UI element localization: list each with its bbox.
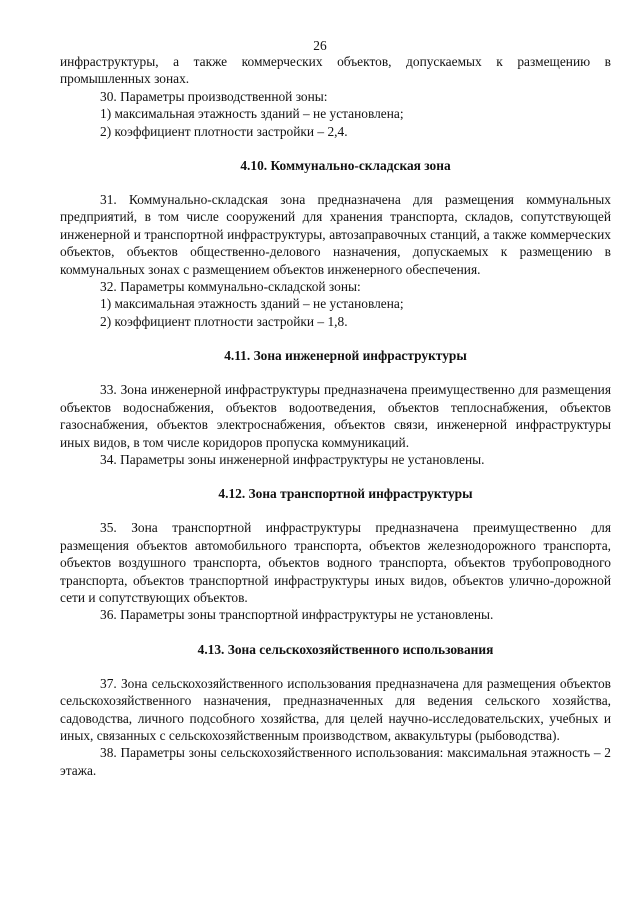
paragraph-34: 34. Параметры зоны инженерной инфраструктуры не установлены. bbox=[100, 451, 485, 467]
paragraph-38: 38. Параметры зоны сельскохозяйственного использования: максимальная этажность – 2 этажа. bbox=[60, 745, 611, 778]
page-number: 26 bbox=[313, 38, 327, 53]
page-content bbox=[60, 53, 611, 779]
heading-4-13: 4.13. Зона сельскохозяйственного использования bbox=[197, 641, 494, 657]
paragraph-30: 30. Параметры производственной зоны: bbox=[100, 88, 328, 104]
paragraph-32-item-1: 1) максимальная этажность зданий – не установлена; bbox=[100, 296, 404, 312]
paragraph-31: 31. Коммунально-складская зона предназначена для размещения коммунальных предприятий, в том числе сооружений для хранения транспорта, складов, сопутствующей инженерной и транспортной инфраструктуры, автозаправочных станций, а также коммерческих объектов, объектов общественно-делового назначения, допускаемых к размещению в коммунальных зонах с размещением объектов инженерного обеспечения. bbox=[60, 192, 611, 277]
paragraph-36: 36. Параметры зоны транспортной инфраструктуры не установлены. bbox=[100, 607, 494, 623]
heading-4-12: 4.12. Зона транспортной инфраструктуры bbox=[218, 486, 473, 502]
paragraph-37: 37. Зона сельскохозяйственного использования предназначена для размещения объектов сельскохозяйственного назначения, предназначенных для ведения сельского хозяйства, садоводства, личного подсобного хозяйства, для целей научно-исследовательских, учебных и иных, связанных с сельскохозяйственным производством, аквакультуры (рыбоводства). bbox=[60, 675, 611, 743]
paragraph-35: 35. Зона транспортной инфраструктуры предназначена преимущественно для размещения объектов автомобильного транспорта, объектов железнодорожного транспорта, объектов воздушного транспорта, объектов водного транспорта, объектов трубопроводного транспорта, объектов транспортной инфраструктуры иных видов, объектов улично-дорожной сети и сопутствующих объектов. bbox=[60, 520, 611, 605]
paragraph-33: 33. Зона инженерной инфраструктуры предназначена преимущественно для размещения объектов водоснабжения, объектов водоотведения, объектов теплоснабжения, объектов газоснабжения, объектов электроснабжения, объектов связи, инженерной инфраструктуры иных видов, в том числе коридоров пропуска коммуникаций. bbox=[60, 382, 611, 450]
heading-4-10: 4.10. Коммунально-складская зона bbox=[240, 158, 451, 174]
paragraph-32-item-2: 2) коэффициент плотности застройки – 1,8. bbox=[100, 313, 348, 329]
paragraph-continuation: инфраструктуры, а также коммерческих объектов, допускаемых к размещению в промышленных зонах. bbox=[60, 54, 611, 87]
paragraph-32: 32. Параметры коммунально-складской зоны: bbox=[100, 279, 361, 295]
paragraph-30-item-2: 2) коэффициент плотности застройки – 2,4. bbox=[100, 123, 348, 139]
paragraph-30-item-1: 1) максимальная этажность зданий – не установлена; bbox=[100, 106, 404, 122]
heading-4-11: 4.11. Зона инженерной инфраструктуры bbox=[224, 348, 467, 364]
